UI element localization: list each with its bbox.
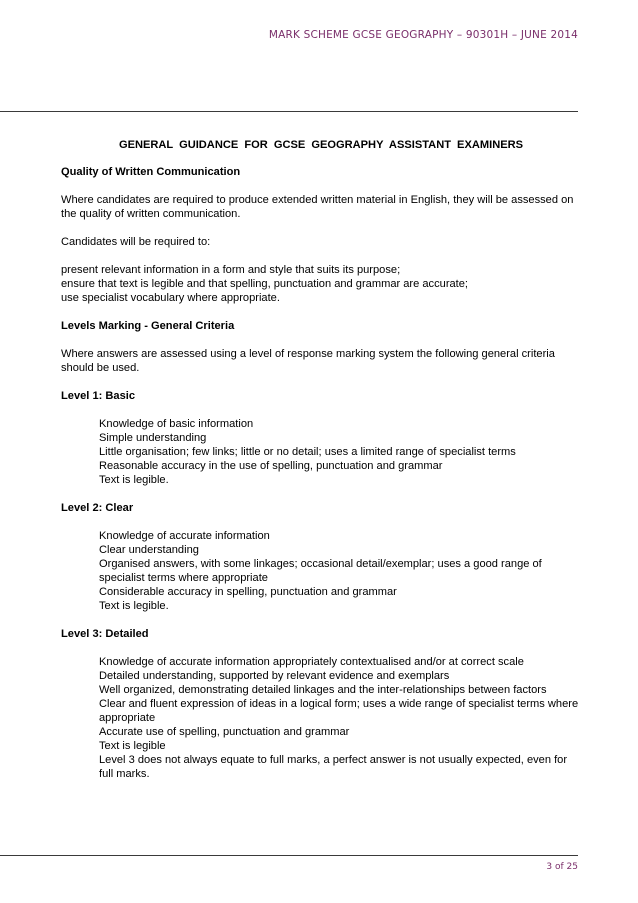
qwc-required: Candidates will be required to: — [61, 236, 211, 248]
criterion: Clear understanding — [99, 544, 199, 556]
criterion: Detailed understanding, supported by relevant evidence and exemplars — [99, 670, 450, 682]
qwc-heading: Quality of Written Communication — [61, 166, 241, 178]
criterion: Little organisation; few links; little or no detail; uses a limited range of specialist terms — [99, 446, 516, 458]
level-heading: Level 1: Basic — [61, 390, 135, 402]
document-body — [61, 138, 581, 781]
header-rule — [0, 111, 578, 112]
criterion: Knowledge of basic information — [99, 418, 254, 430]
qwc-item: present relevant information in a form and style that suits its purpose; — [61, 264, 401, 276]
page-number: 3 of 25 — [546, 862, 578, 872]
criterion: Clear and fluent expression of ideas in a logical form; uses a wide range of specialist terms where appropriate — [99, 698, 579, 724]
qwc-item: use specialist vocabulary where appropriate. — [61, 292, 280, 304]
levels-marking-heading: Levels Marking - General Criteria — [61, 320, 235, 332]
criterion: Organised answers, with some linkages; occasional detail/exemplar; uses a good range of specialist terms where appropriate — [99, 558, 542, 584]
level-3-criteria — [61, 655, 581, 781]
page-header: MARK SCHEME GCSE GEOGRAPHY – 90301H – JUNE 2014 — [268, 29, 578, 41]
criterion: Text is legible. — [99, 600, 169, 612]
level-1-criteria — [61, 417, 581, 487]
level-heading: Level 3: Detailed — [61, 628, 149, 640]
criterion: Level 3 does not always equate to full marks, a perfect answer is not usually expected, even for full marks. — [99, 754, 568, 780]
criterion: Knowledge of accurate information appropriately contextualised and/or at correct scale — [99, 656, 524, 668]
criterion: Simple understanding — [99, 432, 207, 444]
qwc-item: ensure that text is legible and that spelling, punctuation and grammar are accurate; — [61, 278, 469, 290]
criterion: Accurate use of spelling, punctuation and grammar — [99, 726, 350, 738]
criterion: Well organized, demonstrating detailed linkages and the inter-relationships between factors — [99, 684, 547, 696]
level-heading: Level 2: Clear — [61, 502, 134, 514]
criterion: Knowledge of accurate information — [99, 530, 270, 542]
levels-marking-paragraph: Where answers are assessed using a level of response marking system the following general criteria should be used. — [61, 348, 555, 374]
page-title: GENERAL GUIDANCE FOR GCSE GEOGRAPHY ASSISTANT EXAMINERS — [118, 139, 524, 151]
qwc-paragraph: Where candidates are required to produce extended written material in English, they will be assessed on the quality of written communication. — [61, 194, 574, 220]
criterion: Text is legible — [99, 740, 166, 752]
footer-rule — [0, 855, 578, 856]
criterion: Text is legible. — [99, 474, 169, 486]
level-2-criteria — [61, 529, 581, 613]
criterion: Reasonable accuracy in the use of spelling, punctuation and grammar — [99, 460, 443, 472]
criterion: Considerable accuracy in spelling, punctuation and grammar — [99, 586, 397, 598]
